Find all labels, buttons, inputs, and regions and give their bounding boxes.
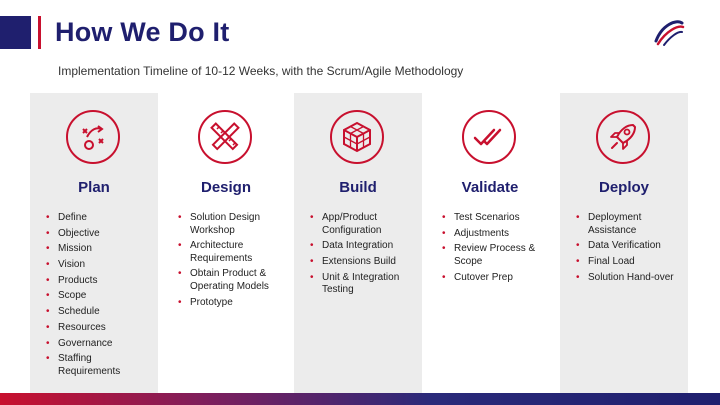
list-item: • Test Scenarios	[442, 212, 550, 225]
list-item: • Schedule	[46, 306, 154, 319]
list-item: • Vision	[46, 259, 154, 272]
double-check-icon	[461, 109, 517, 165]
phase-item-list	[46, 212, 154, 381]
list-item: • Scope	[46, 290, 154, 303]
page-subtitle: Implementation Timeline of 10-12 Weeks, with the Scrum/Agile Methodology	[58, 64, 464, 78]
list-item: • Governance	[46, 338, 154, 351]
cube-blocks-icon	[329, 109, 385, 165]
rocket-icon	[595, 109, 651, 165]
list-item: • Final Load	[576, 256, 684, 269]
list-item: • Solution Hand-over	[576, 272, 684, 285]
footer-gradient-bar	[0, 393, 720, 405]
phase-title: Deploy	[598, 179, 649, 196]
phase-column-deploy	[560, 93, 688, 393]
phase-title: Validate	[461, 179, 519, 196]
phase-column-design	[162, 93, 290, 393]
list-item: • Objective	[46, 228, 154, 241]
phase-column-build	[294, 93, 422, 393]
list-item: • Extensions Build	[310, 256, 418, 269]
list-item: • Adjustments	[442, 228, 550, 241]
strategy-play-icon	[65, 109, 121, 165]
list-item: • Prototype	[178, 297, 286, 310]
list-item: • Define	[46, 212, 154, 225]
list-item: • Data Integration	[310, 240, 418, 253]
phase-title: Plan	[78, 179, 110, 196]
list-item: • Deployment Assistance	[576, 212, 684, 237]
list-item: • Data Verification	[576, 240, 684, 253]
list-item: • Unit & Integration Testing	[310, 272, 418, 297]
list-item: • Solution Design Workshop	[178, 212, 286, 237]
list-item: • Mission	[46, 243, 154, 256]
phase-item-list	[310, 212, 418, 300]
list-item: • Products	[46, 275, 154, 288]
title-divider	[38, 16, 41, 49]
phase-item-list	[442, 212, 550, 287]
list-item: • Obtain Product & Operating Models	[178, 268, 286, 293]
phase-item-list	[576, 212, 684, 287]
phase-title: Build	[339, 179, 377, 196]
list-item: • Resources	[46, 322, 154, 335]
phase-title: Design	[200, 179, 251, 196]
list-item: • Architecture Requirements	[178, 240, 286, 265]
list-item: • Staffing Requirements	[46, 353, 154, 378]
header-accent-bar	[0, 16, 31, 49]
list-item: • Review Process & Scope	[442, 243, 550, 268]
phase-item-list	[178, 212, 286, 312]
page-title: How We Do It	[55, 17, 230, 47]
list-item: • Cutover Prep	[442, 272, 550, 285]
list-item: • App/Product Configuration	[310, 212, 418, 237]
phase-column-plan	[30, 93, 158, 393]
company-logo	[652, 15, 686, 49]
phase-column-validate	[426, 93, 554, 393]
pencil-ruler-icon	[197, 109, 253, 165]
